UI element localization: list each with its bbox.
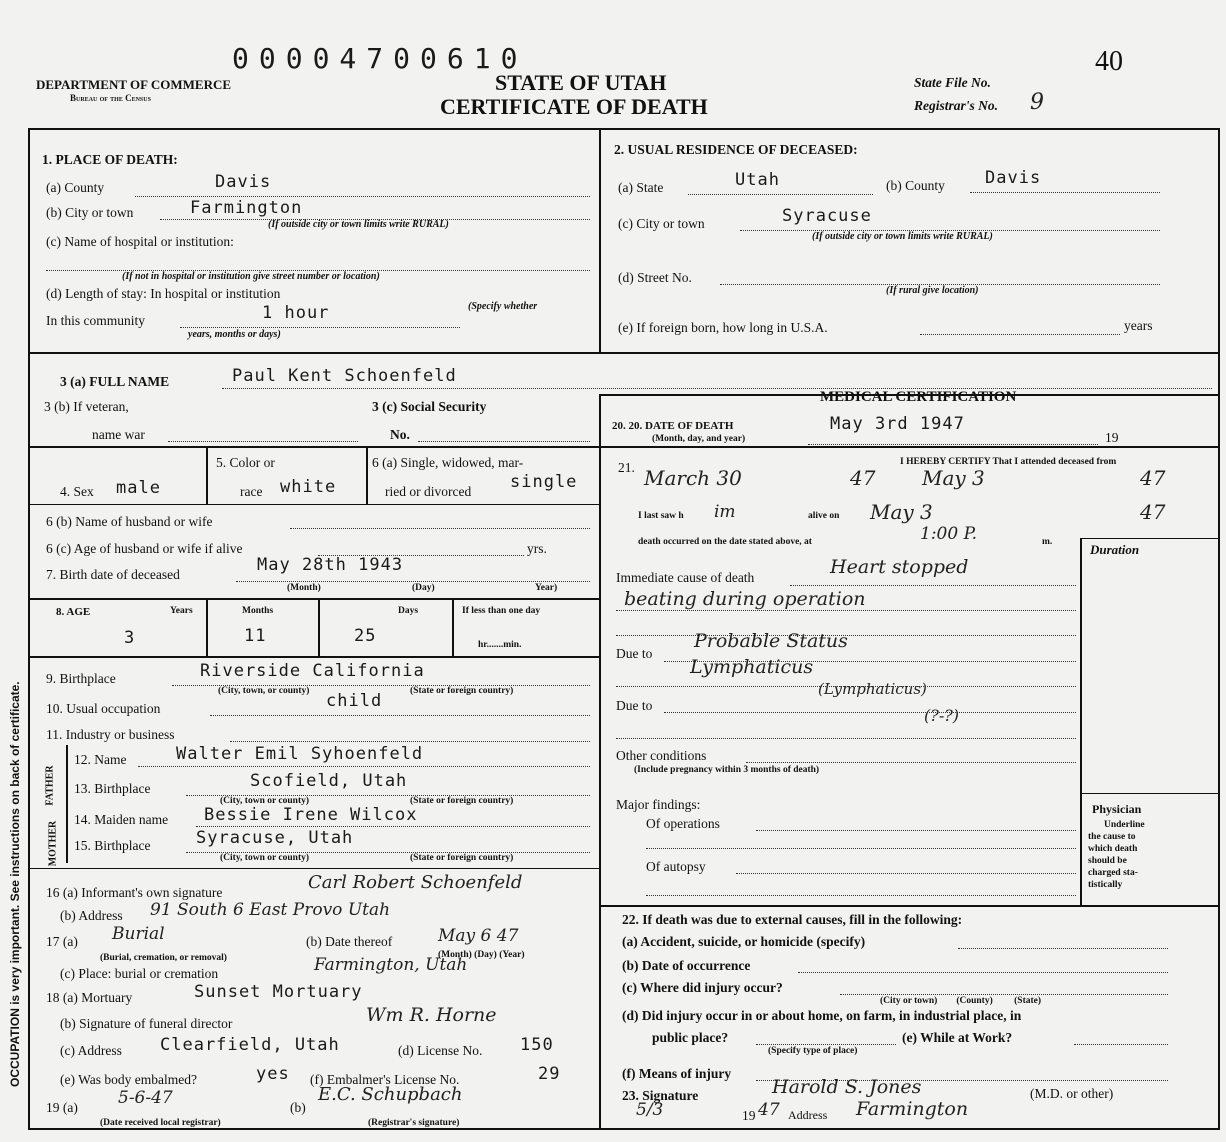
certify-label: I HEREBY CERTIFY That I attended deceased from [900,457,1117,467]
birthplace-value: Riverside California [200,661,425,681]
received-b-label: (b) [290,1100,306,1115]
res-city-label: (c) City or town [618,216,705,231]
embalmed-value: yes [256,1064,290,1084]
birthplace-label: 9. Birthplace [46,671,116,686]
attended-to: May 3 [922,466,985,490]
director-label: (b) Signature of funeral director [60,1016,233,1031]
license-label: (d) License No. [398,1043,483,1058]
months-col: Months [242,606,274,616]
department: DEPARTMENT OF COMMERCE [36,77,232,92]
rural-note: (If rural give location) [886,285,979,296]
death-date-note: (Month, day, and year) [652,434,746,444]
sex-value: male [116,478,161,498]
industry-label: 11. Industry or business [46,727,175,742]
mother-name-value: Bessie Irene Wilcox [204,805,418,825]
attended-from: March 30 [644,466,742,490]
birthplace-note1: (City, town, or county) [218,686,310,696]
last-saw-date: May 3 [870,500,933,524]
birth-label: 7. Birth date of deceased [46,567,180,582]
duration-label: Duration [1090,542,1140,557]
immediate-2: beating during operation [624,588,866,610]
external-specify-note: (Specify type of place) [768,1046,858,1056]
res-county-value: Davis [985,168,1042,188]
veteran-label: 3 (b) If veteran, [44,399,129,414]
father-bp-note1: (City, town or county) [220,796,310,806]
years-col: Years [170,606,193,616]
registrar-label: Registrar's No. [914,98,999,113]
mother-vertical: MOTHER [47,820,59,867]
mother-bp-note1: (City, town or county) [220,853,310,863]
due-to-2-label: Due to [616,698,653,713]
hr-min-label: hr.......min. [478,640,522,650]
mother-name-label: 14. Maiden name [74,812,169,827]
informant-sig-label: 16 (a) Informant's own signature [46,885,223,900]
physician-signature: Harold S. Jones [772,1076,922,1098]
husband-age-label: 6 (c) Age of husband or wife if alive [46,541,243,556]
county-value: Davis [215,172,272,192]
marital-value: single [510,472,578,492]
received-label: 19 (a) [46,1100,78,1115]
city-value: Farmington [190,198,303,218]
certificate-title: CERTIFICATE OF DEATH [440,94,708,119]
occupation-value: child [326,691,383,711]
color-label: 5. Color or [216,455,275,470]
father-vertical: FATHER [44,765,56,806]
external-e: (e) While at Work? [902,1030,1013,1045]
father-bp-note2: (State or foreign country) [410,796,514,806]
md-label: (M.D. or other) [1030,1086,1114,1101]
license-value: 150 [520,1035,554,1055]
m-label: m. [1042,537,1053,547]
due-to-1-label: Due to [616,646,653,661]
age-months-value: 11 [244,626,267,646]
embalmer-value: 29 [538,1064,561,1084]
years-note: years, months or days) [188,329,281,340]
burial-label: 17 (a) [46,934,78,949]
marital-label2: ried or divorced [385,484,472,499]
res-county-label: (b) County [886,178,945,193]
name-war-label: name war [92,427,145,442]
mortuary-label: 18 (a) Mortuary [46,990,133,1005]
death-date-value: May 3rd 1947 [830,414,965,434]
age-label: 8. AGE [56,606,91,618]
last-saw-him: im [714,502,736,522]
sig-date: 5/3 [636,1100,664,1120]
full-name-value: Paul Kent Schoenfeld [232,366,457,386]
sig-year: 47 [758,1100,780,1120]
embalmed-label: (e) Was body embalmed? [60,1072,197,1087]
county-label: (a) County [46,180,105,195]
days-col: Days [398,606,419,616]
burial-date-note: (Month) (Day) (Year) [438,950,525,960]
birth-day-label: (Day) [412,583,435,593]
state-file-number: 40 [1095,46,1123,77]
attended-from-year: 47 [850,466,876,490]
margin-note: OCCUPATION is very important. See instructions on back of certificate. [8,681,22,1087]
informant-address: 91 South 6 East Provo Utah [150,900,391,920]
other-note: (Include pregnancy within 3 months of death) [634,765,820,775]
physician-note-1: Underline [1104,820,1145,830]
last-saw-label: I last saw h [638,511,684,521]
sig-year-label: 19 [742,1108,756,1123]
burial-note: (Burial, cremation, or removal) [100,953,227,963]
sig-address: Farmington [856,1098,969,1120]
father-bp-value: Scofield, Utah [250,771,408,791]
other-label: Other conditions [616,748,707,763]
hospital-note: (If not in hospital or institution give street number or location) [122,271,380,282]
birthplace-note2: (State or foreign country) [410,686,514,696]
external-c: (c) Where did injury occur? [622,980,783,995]
due-to-1b: Lymphaticus [690,656,814,678]
certify-num: 21. [618,460,635,475]
last-saw-year: 47 [1140,500,1166,524]
informant-address-label: (b) Address [60,908,123,923]
ss-label: 3 (c) Social Security [372,399,487,414]
external-f: (f) Means of injury [622,1066,732,1081]
sex-label: 4. Sex [60,484,94,499]
occurred-label: death occurred on the date stated above, at [638,537,812,547]
mortuary-value: Sunset Mortuary [194,982,363,1002]
community-label: In this community [46,313,145,328]
place-of-death-heading: 1. PLACE OF DEATH: [42,152,178,167]
autopsy-label: Of autopsy [646,859,706,874]
occurred-time: 1:00 P. [920,524,977,544]
place-label: (c) Place: burial or cremation [60,966,219,981]
state-file-label: State File No. [914,75,991,90]
immediate-1: Heart stopped [830,556,969,578]
res-state-label: (a) State [618,180,664,195]
external-c-note: (City or town) (County) (State) [880,996,1042,1006]
father-name-label: 12. Name [74,752,127,767]
father-bp-label: 13. Birthplace [74,781,151,796]
ss-no-label: No. [390,427,410,442]
registrar-signature: E.C. Schupbach [318,1084,463,1105]
physician-note-3: which death [1088,844,1138,854]
physician-note-5: charged sta- [1088,868,1138,878]
res-city-note: (If outside city or town limits write RURAL) [812,231,993,242]
mother-bp-value: Syracuse, Utah [196,828,354,848]
age-days-value: 25 [354,626,377,646]
age-years-value: 3 [124,628,136,648]
place-value: Farmington, Utah [314,955,468,975]
director-signature: Wm R. Horne [366,1004,497,1026]
external-a: (a) Accident, suicide, or homicide (specify) [622,934,866,949]
medical-heading: MEDICAL CERTIFICATION [820,389,1017,405]
specify-note: (Specify whether [468,301,538,312]
burial-date-label: (b) Date thereof [306,934,393,949]
operations-label: Of operations [646,816,720,831]
birth-date-value: May 28th 1943 [257,555,404,575]
physician-note-2: the cause to [1088,832,1136,842]
physician-note-4: should be [1088,856,1127,866]
father-name-value: Walter Emil Syhoenfeld [176,744,424,764]
alive-label: alive on [808,511,840,521]
city-note: (If outside city or town limits write RURAL) [268,219,449,230]
immediate-label: Immediate cause of death [616,570,755,585]
yrs-label: yrs. [527,541,547,556]
race-value: white [280,477,337,497]
physician-head: Physician [1092,802,1142,816]
less-day-label: If less than one day [462,606,541,616]
foreign-label: (e) If foreign born, how long in U.S.A. [618,320,828,335]
burial-date-value: May 6 47 [438,926,519,946]
attended-to-year: 47 [1140,466,1166,490]
birth-year-label: Year) [535,583,558,593]
due-to-1: Probable Status [694,630,848,652]
physician-note-6: tistically [1088,880,1123,890]
street-label: (d) Street No. [618,270,692,285]
race-label: race [240,484,263,499]
external-heading: 22. If death was due to external causes, fill in the following: [622,912,963,927]
res-state-value: Utah [735,170,780,190]
community-stay: 1 hour [262,303,330,323]
years-label: years [1124,318,1153,333]
state-title: STATE OF UTAH [495,70,667,95]
serial-number: 00004700610 [232,42,528,75]
bureau: Bureau of the Census [70,93,151,103]
hospital-label: (c) Name of hospital or institution: [46,234,234,249]
registrar-note: (Registrar's signature) [368,1118,460,1128]
res-city-value: Syracuse [782,206,872,226]
mother-bp-label: 15. Birthplace [74,838,151,853]
full-name-label: 3 (a) FULL NAME [60,374,170,389]
external-b: (b) Date of occurrence [622,958,751,973]
death-date-label: 20. 20. DATE OF DEATH [612,420,734,432]
husband-label: 6 (b) Name of husband or wife [46,514,213,529]
external-d: (d) Did injury occur in or about home, on farm, in industrial place, in [622,1008,1022,1023]
signature-label: 23. Signature [622,1088,699,1103]
death-year-suffix: 19 [1105,430,1119,445]
mort-address-label: (c) Address [60,1043,122,1058]
received-date: 5-6-47 [118,1088,173,1108]
informant-signature: Carl Robert Schoenfeld [308,872,523,893]
city-label: (b) City or town [46,205,134,220]
sig-address-label: Address [788,1108,828,1122]
marital-label: 6 (a) Single, widowed, mar- [372,455,524,470]
mother-bp-note2: (State or foreign country) [410,853,514,863]
external-d2: public place? [652,1030,729,1045]
mort-address-value: Clearfield, Utah [160,1035,340,1055]
findings-label: Major findings: [616,797,701,812]
occupation-label: 10. Usual occupation [46,701,161,716]
residence-heading: 2. USUAL RESIDENCE OF DECEASED: [614,142,858,157]
stay-label: (d) Length of stay: In hospital or institution [46,286,281,301]
burial-value: Burial [112,924,165,944]
birth-month-label: (Month) [287,583,321,593]
embalmer-label: (f) Embalmer's License No. [310,1072,460,1087]
received-note: (Date received local registrar) [100,1118,221,1128]
due-to-1c: (Lymphaticus) [818,680,927,698]
due-to-2: (?-?) [924,706,960,725]
registrar-number: 9 [1030,90,1044,115]
